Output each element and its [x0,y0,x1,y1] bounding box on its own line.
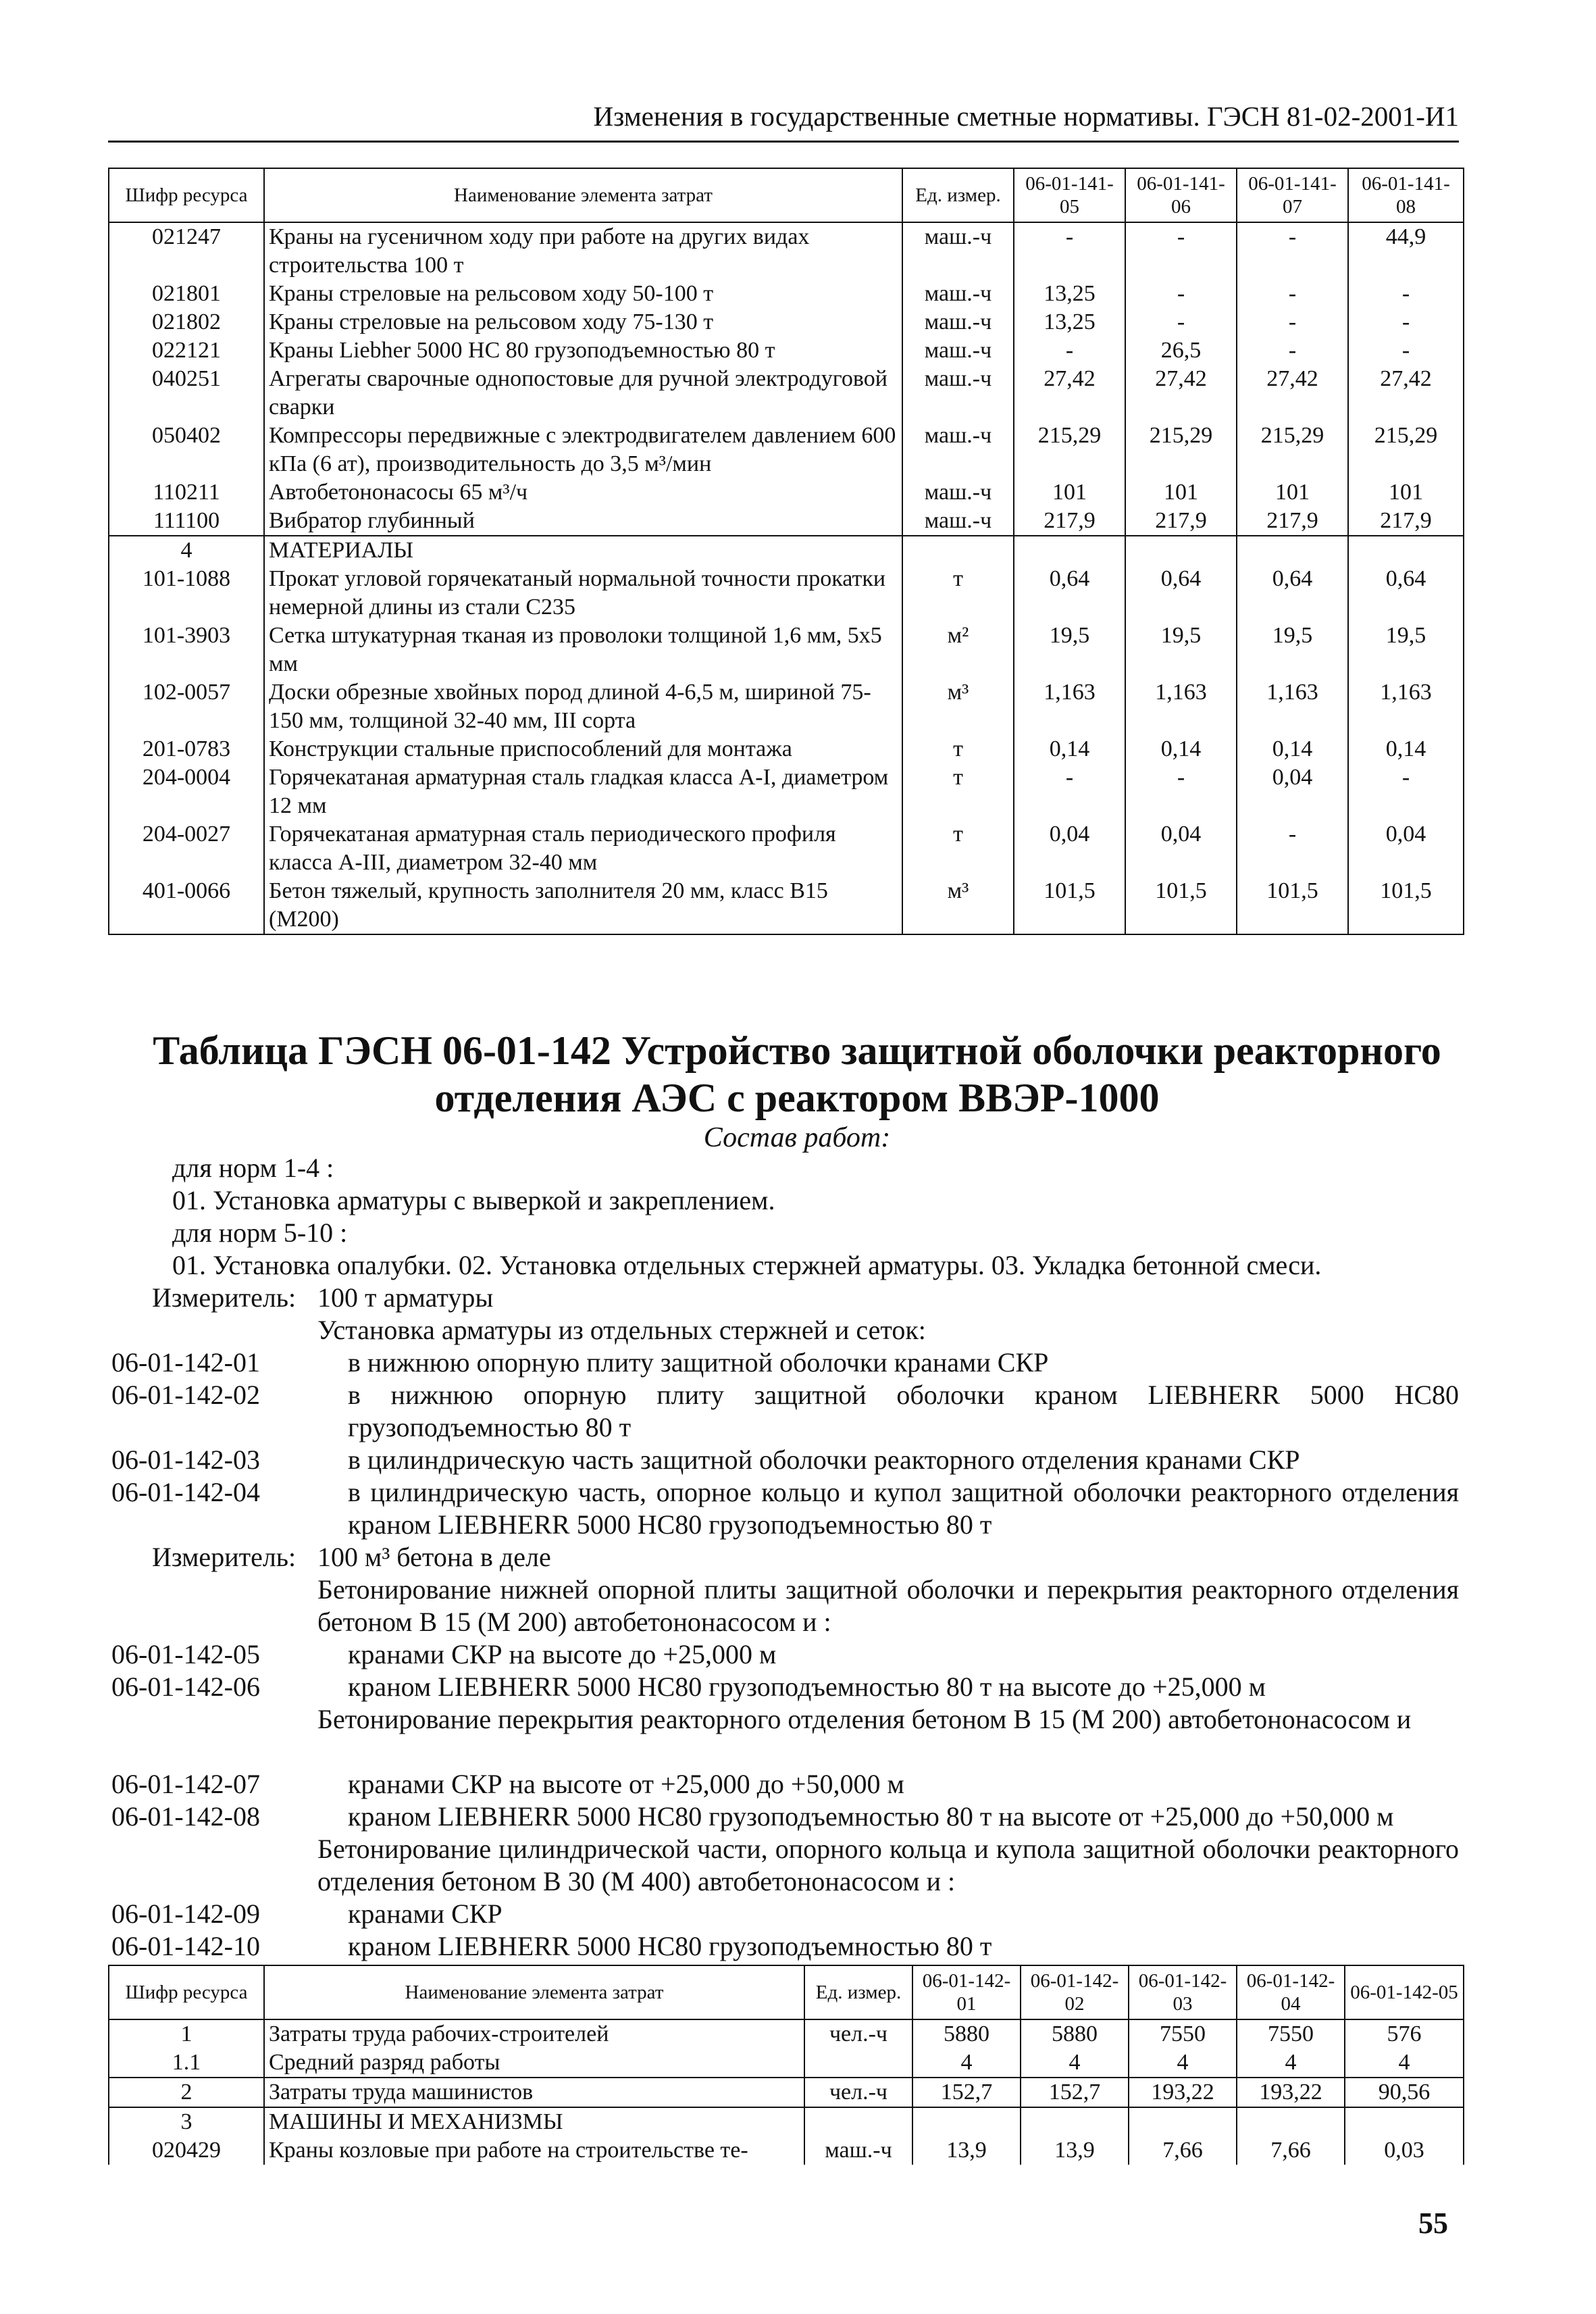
cell-value: 0,14 [1014,735,1125,763]
norm-code: 06-01-142-04 [111,1477,260,1507]
section-subtitle: Состав работ: [703,1122,891,1153]
col-header-unit: Ед. измер. [804,1965,912,2019]
group-heading: Бетонирование нижней опорной плиты защитной оболочки и перекрытия реакторного отделения бетоном В 15 (М 200) автобетононасосом и : [317,1574,1459,1637]
cell-value: 27,42 [1014,365,1125,422]
cell-code: 1 [109,2019,264,2048]
page-header [108,96,1459,143]
norm-description: краном LIEBHERR 5000 HC80 грузоподъемностью 80 т [348,1931,992,1961]
cell-value: 193,22 [1237,2078,1345,2107]
cell-code: 021247 [109,222,264,280]
cell-value: 101,5 [1014,877,1125,934]
table-row [109,2107,1464,2136]
group-heading: Бетонирование цилиндрической части, опорного кольца и купола защитной оболочки реакторного отделения бетоном В 30 (М 400) автобетононасосом и : [317,1834,1459,1896]
col-header-norm: 06-01-141-08 [1348,168,1464,222]
cell-value: 215,29 [1125,422,1237,478]
norm-description: краном LIEBHERR 5000 HC80 грузоподъемностью 80 т на высоте от +25,000 до +50,000 м [348,1801,1394,1832]
cell-value: 19,5 [1348,622,1464,678]
table-row [109,2136,1464,2165]
cell-value [1129,2107,1237,2136]
cell-value: - [1125,222,1237,280]
cell-value: 27,42 [1237,365,1348,422]
cell-value: 1,163 [1348,678,1464,735]
col-header-code: Шифр ресурса [109,168,264,222]
cell-value [1014,536,1125,565]
cell-value: 90,56 [1345,2078,1464,2107]
norm-code: 06-01-142-06 [111,1671,260,1702]
cell-name: Компрессоры передвижные с электродвигателем давлением 600 кПа (6 ат), производительность до 3,5 м³/мин [264,422,902,478]
cell-value: - [1014,336,1125,365]
cell-value: - [1348,308,1464,336]
cell-value: 0,03 [1345,2136,1464,2165]
norm-code: 06-01-142-01 [111,1347,260,1378]
norm-code: 06-01-142-08 [111,1801,260,1832]
table-row [109,507,1464,536]
resources-table-142 [108,1965,1464,2165]
section-title: Таблица ГЭСН 06-01-142 Устройство защитной оболочки реакторного отделения АЭС с реактором ВВЭР-1000 [153,1028,1441,1120]
col-header-norm: 06-01-142-03 [1129,1965,1237,2019]
meter-label: Измеритель: [152,1282,297,1313]
col-header-code: Шифр ресурса [109,1965,264,2019]
cell-value: 101,5 [1237,877,1348,934]
table-row [109,2048,1464,2078]
cell-code: 110211 [109,478,264,507]
cell-code: 050402 [109,422,264,478]
norm-description: в нижнюю опорную плиту защитной оболочки кранами СКР [348,1347,1049,1378]
cell-value: 152,7 [1021,2078,1129,2107]
col-header-norm: 06-01-142-01 [912,1965,1021,2019]
cell-code: 204-0027 [109,820,264,877]
cell-unit: чел.-ч [804,2019,912,2048]
cell-name: Сетка штукатурная тканая из проволоки толщиной 1,6 мм, 5х5 мм [264,622,902,678]
norm-description: в цилиндрическую часть, опорное кольцо и купол защитной оболочки реакторного отделения краном LIEBHERR 5000 HC80 грузоподъемностью 80 т [348,1477,1459,1540]
cell-value: 4 [1021,2048,1129,2078]
cell-name: Бетон тяжелый, крупность заполнителя 20 мм, класс В15 (М200) [264,877,902,934]
meter-value: 100 м³ бетона в деле [317,1542,551,1572]
table-row [109,536,1464,565]
cell-code: 111100 [109,507,264,536]
cell-value: 13,25 [1014,308,1125,336]
norm-code: 06-01-142-09 [111,1898,260,1929]
cell-value: 101 [1014,478,1125,507]
table-row [109,763,1464,820]
cell-code: 204-0004 [109,763,264,820]
col-header-norm: 06-01-141-05 [1014,168,1125,222]
cell-value: 13,25 [1014,280,1125,308]
cell-value: 217,9 [1237,507,1348,536]
cell-value: - [1237,336,1348,365]
cell-value: 19,5 [1237,622,1348,678]
work-item: 01. Установка опалубки. 02. Установка отдельных стержней арматуры. 03. Укладка бетонной смеси. [172,1250,1322,1280]
cell-name: МАТЕРИАЛЫ [264,536,902,565]
norm-code: 06-01-142-05 [111,1639,260,1669]
cell-code: 3 [109,2107,264,2136]
cell-name: Затраты труда рабочих-строителей [264,2019,804,2048]
cell-value: - [1237,308,1348,336]
cell-code: 102-0057 [109,678,264,735]
norms-label: для норм 1-4 : [172,1153,334,1183]
cell-unit: чел.-ч [804,2078,912,2107]
table-row [109,422,1464,478]
cell-unit: маш.-ч [902,422,1014,478]
cell-value: 0,04 [1014,820,1125,877]
cell-name: Затраты труда машинистов [264,2078,804,2107]
cell-value: 0,14 [1237,735,1348,763]
cell-name: Краны стреловые на рельсовом ходу 75-130 т [264,308,902,336]
col-header-norm: 06-01-142-04 [1237,1965,1345,2019]
cell-name: МАШИНЫ И МЕХАНИЗМЫ [264,2107,804,2136]
cell-value: 101,5 [1348,877,1464,934]
cell-value: 217,9 [1014,507,1125,536]
cell-value: - [1237,280,1348,308]
cell-code: 4 [109,536,264,565]
cell-value: 7550 [1129,2019,1237,2048]
cell-value: 152,7 [912,2078,1021,2107]
cell-unit: т [902,565,1014,622]
cell-value: 4 [1345,2048,1464,2078]
cell-value: 27,42 [1348,365,1464,422]
table-row [109,622,1464,678]
cell-code: 020429 [109,2136,264,2165]
cell-name: Горячекатаная арматурная сталь гладкая класса А-I, диаметром 12 мм [264,763,902,820]
cell-unit: маш.-ч [902,280,1014,308]
table-row [109,2078,1464,2107]
cell-value: 217,9 [1125,507,1237,536]
cell-name: Вибратор глубинный [264,507,902,536]
norm-description: кранами СКР [348,1898,503,1929]
norms-label: для норм 5-10 : [172,1217,348,1248]
cell-value: 7,66 [1237,2136,1345,2165]
table-row [109,820,1464,877]
col-header-unit: Ед. измер. [902,168,1014,222]
cell-value: 26,5 [1125,336,1237,365]
cell-unit: маш.-ч [902,308,1014,336]
cell-unit: м³ [902,877,1014,934]
cell-unit: маш.-ч [902,507,1014,536]
resources-table-141 [108,168,1464,935]
col-header-norm: 06-01-142-05 [1345,1965,1464,2019]
cell-name: Прокат угловой горячекатаный нормальной точности прокатки немерной длины из стали С235 [264,565,902,622]
col-header-norm: 06-01-141-07 [1237,168,1348,222]
page-number: 55 [1418,2207,1448,2240]
cell-unit [902,536,1014,565]
cell-value [1237,536,1348,565]
cell-value: 101 [1125,478,1237,507]
table-row [109,877,1464,934]
table-row [109,735,1464,763]
cell-name: Конструкции стальные приспособлений для монтажа [264,735,902,763]
cell-code: 401-0066 [109,877,264,934]
cell-value: 0,14 [1348,735,1464,763]
cell-code: 040251 [109,365,264,422]
cell-value: 0,04 [1348,820,1464,877]
cell-value: 215,29 [1237,422,1348,478]
cell-value: 19,5 [1125,622,1237,678]
cell-code: 101-3903 [109,622,264,678]
norm-description: в цилиндрическую часть защитной оболочки реакторного отделения кранами СКР [348,1444,1300,1475]
cell-name: Агрегаты сварочные однопостовые для ручной электродуговой сварки [264,365,902,422]
norm-code: 06-01-142-03 [111,1444,260,1475]
cell-unit: маш.-ч [902,365,1014,422]
cell-value: - [1237,820,1348,877]
cell-unit: т [902,820,1014,877]
norm-code: 06-01-142-02 [111,1380,260,1410]
table-row [109,336,1464,365]
cell-unit: маш.-ч [902,336,1014,365]
col-header-norm: 06-01-141-06 [1125,168,1237,222]
cell-value: - [1125,763,1237,820]
cell-value: - [1014,763,1125,820]
cell-value: 1,163 [1014,678,1125,735]
work-item: 01. Установка арматуры с выверкой и закреплением. [172,1185,775,1215]
cell-value: 4 [1237,2048,1345,2078]
table-row [109,308,1464,336]
cell-value [912,2107,1021,2136]
cell-value: 576 [1345,2019,1464,2048]
cell-value: - [1348,336,1464,365]
cell-unit [804,2107,912,2136]
cell-value: 4 [912,2048,1021,2078]
cell-value: 193,22 [1129,2078,1237,2107]
cell-value: 215,29 [1348,422,1464,478]
meter-value: 100 т арматуры [317,1282,494,1313]
cell-unit: маш.-ч [804,2136,912,2165]
cell-value: 1,163 [1125,678,1237,735]
cell-value [1021,2107,1129,2136]
table-row [109,222,1464,280]
norm-description: кранами СКР на высоте до +25,000 м [348,1639,777,1669]
cell-value: 4 [1129,2048,1237,2078]
cell-value: - [1125,280,1237,308]
group-heading: Бетонирование перекрытия реакторного отделения бетоном В 15 (М 200) автобетононасосом и [317,1704,1412,1734]
cell-value: 7550 [1237,2019,1345,2048]
cell-name: Краны стреловые на рельсовом ходу 50-100 т [264,280,902,308]
cell-value: - [1237,222,1348,280]
col-header-name: Наименование элемента затрат [264,1965,804,2019]
header-text: Изменения в государственные сметные нормативы. ГЭСН 81-02-2001-И1 [593,101,1459,132]
cell-value: 1,163 [1237,678,1348,735]
cell-value: 0,64 [1014,565,1125,622]
cell-value: 44,9 [1348,222,1464,280]
norm-description: кранами СКР на высоте от +25,000 до +50,000 м [348,1769,904,1799]
col-header-name: Наименование элемента затрат [264,168,902,222]
cell-code: 1.1 [109,2048,264,2078]
cell-value: 5880 [1021,2019,1129,2048]
cell-value: 19,5 [1014,622,1125,678]
table-row [109,2019,1464,2048]
cell-value: 13,9 [1021,2136,1129,2165]
cell-value: 27,42 [1125,365,1237,422]
cell-code: 101-1088 [109,565,264,622]
cell-value: - [1348,763,1464,820]
cell-value: 217,9 [1348,507,1464,536]
norm-description: краном LIEBHERR 5000 HC80 грузоподъемностью 80 т на высоте до +25,000 м [348,1671,1266,1702]
cell-value: 215,29 [1014,422,1125,478]
table-row [109,678,1464,735]
cell-name: Доски обрезные хвойных пород длиной 4-6,5 м, шириной 75-150 мм, толщиной 32-40 мм, III сорта [264,678,902,735]
cell-value: 0,14 [1125,735,1237,763]
cell-value: - [1014,222,1125,280]
cell-code: 021801 [109,280,264,308]
cell-value: 0,64 [1348,565,1464,622]
cell-name: Краны на гусеничном ходу при работе на других видах строительства 100 т [264,222,902,280]
cell-name: Автобетононасосы 65 м³/ч [264,478,902,507]
norm-code: 06-01-142-10 [111,1931,260,1961]
table-row [109,280,1464,308]
group-heading: Установка арматуры из отдельных стержней и сеток: [317,1315,926,1345]
cell-value: 101 [1237,478,1348,507]
cell-name: Средний разряд работы [264,2048,804,2078]
cell-unit: т [902,763,1014,820]
cell-value: 7,66 [1129,2136,1237,2165]
cell-unit: маш.-ч [902,222,1014,280]
cell-value: 0,04 [1237,763,1348,820]
cell-unit: м² [902,622,1014,678]
cell-value: 0,64 [1125,565,1237,622]
cell-value: 101 [1348,478,1464,507]
cell-code: 021802 [109,308,264,336]
cell-unit: м³ [902,678,1014,735]
cell-value [1345,2107,1464,2136]
cell-unit: т [902,735,1014,763]
cell-code: 201-0783 [109,735,264,763]
cell-name: Краны Liebher 5000 НС 80 грузоподъемностью 80 т [264,336,902,365]
table-row [109,478,1464,507]
meter-label: Измеритель: [152,1542,297,1572]
cell-value: 5880 [912,2019,1021,2048]
cell-unit [804,2048,912,2078]
table-row [109,565,1464,622]
cell-value: 0,64 [1237,565,1348,622]
cell-name: Горячекатаная арматурная сталь периодического профиля класса А-III, диаметром 32-40 мм [264,820,902,877]
norm-description: в нижнюю опорную плиту защитной оболочки краном LIEBHERR 5000 HC80 грузоподъемностью 80 т [348,1380,1459,1442]
table-row [109,365,1464,422]
cell-value [1237,2107,1345,2136]
cell-name: Краны козловые при работе на строительстве те- [264,2136,804,2165]
norm-code: 06-01-142-07 [111,1769,260,1799]
cell-value: 0,04 [1125,820,1237,877]
cell-value: 13,9 [912,2136,1021,2165]
cell-value [1125,536,1237,565]
cell-code: 022121 [109,336,264,365]
col-header-norm: 06-01-142-02 [1021,1965,1129,2019]
cell-unit: маш.-ч [902,478,1014,507]
cell-code: 2 [109,2078,264,2107]
cell-value [1348,536,1464,565]
cell-value: - [1125,308,1237,336]
cell-value: - [1348,280,1464,308]
cell-value: 101,5 [1125,877,1237,934]
